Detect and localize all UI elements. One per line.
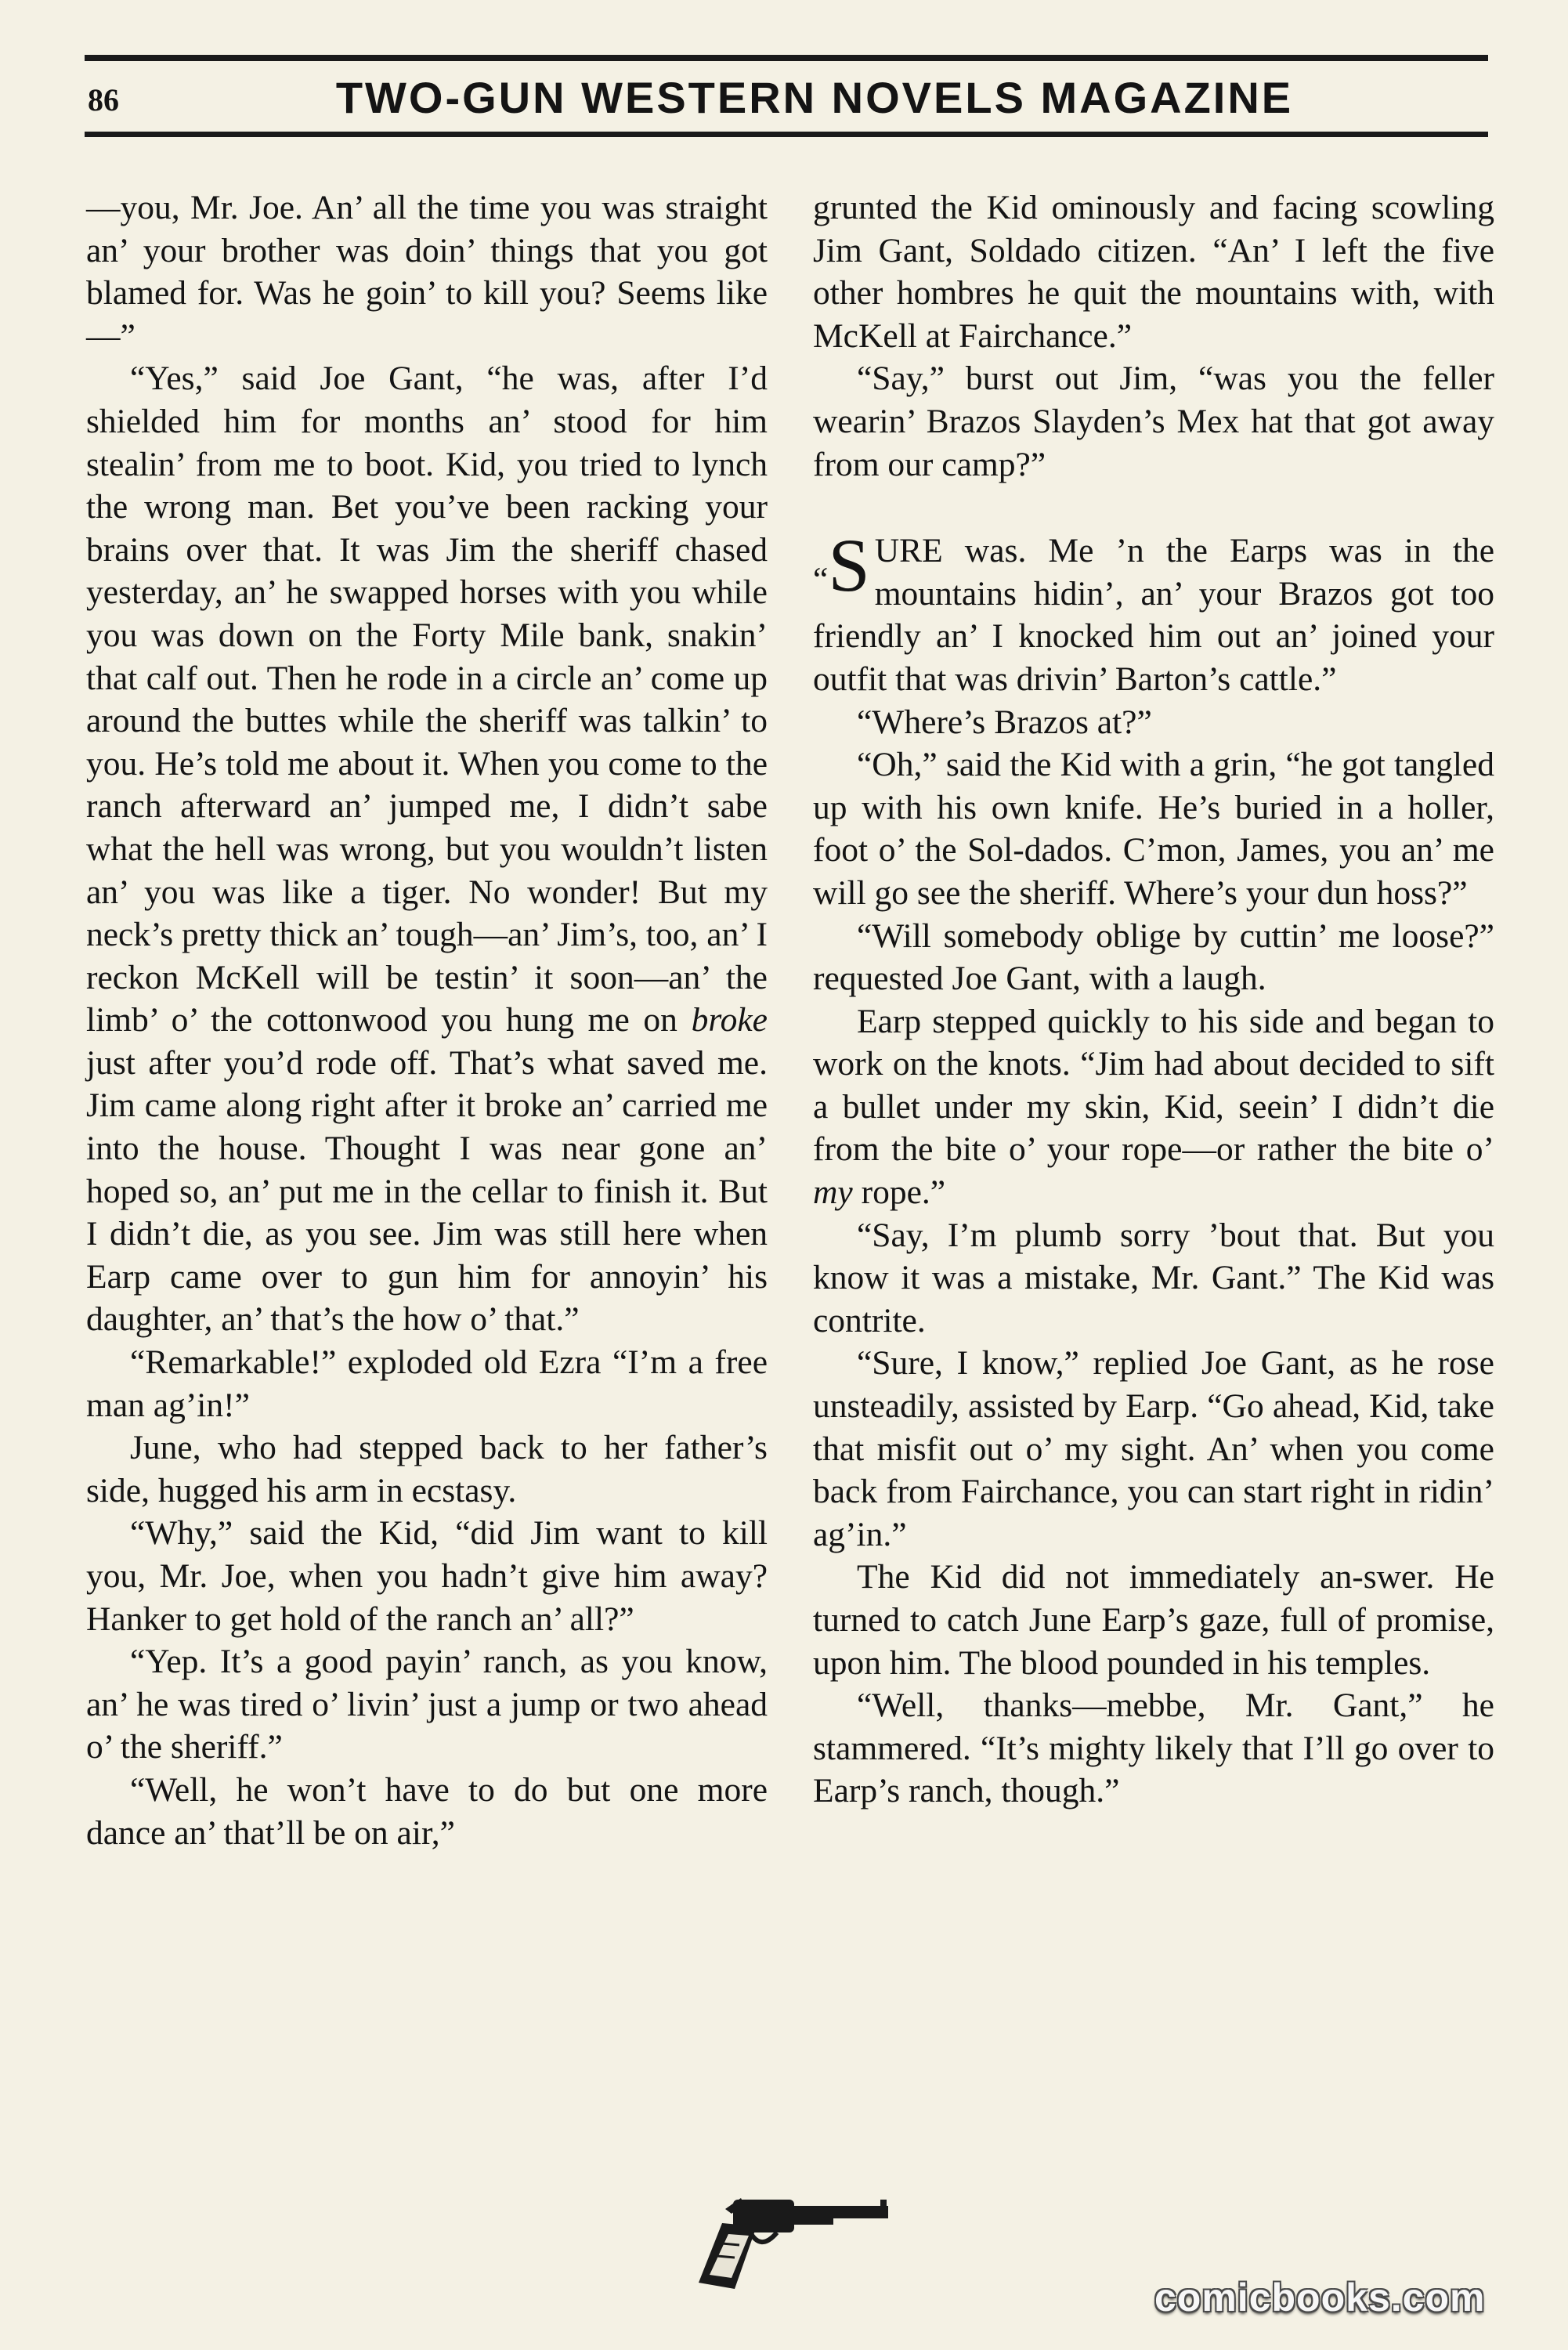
paragraph: “Say,” burst out Jim, “was you the feller wearin’ Brazos Slayden’s Mex hat that got away from our camp?” [813, 360, 1494, 483]
right-column [813, 186, 1494, 1813]
paragraph: “Well, he won’t have to do but one more dance an’ that’ll be on air,” [86, 1770, 768, 1852]
paragraph: “Remarkable!” exploded old Ezra “I’m a free man ag’in!” [86, 1343, 768, 1424]
paragraph-text: Earp stepped quickly to his side and began to work on the knots. “Jim had about decided to sift a bullet under my skin, Kid, seein’ I didn’t die from the bite o’ your rope—or rather the bite o’ [813, 1002, 1494, 1169]
drop-cap [813, 523, 870, 611]
drop-cap-letter: S [828, 523, 870, 608]
paragraph [813, 1000, 1494, 1214]
paragraph: “Where’s Brazos at?” [857, 703, 1152, 741]
paragraph-text: “Yes,” said Joe Gant, “he was, after I’d shielded him for months an’ stood for him stealin’ from me to boot. Kid, you tried to lynch the wrong man. Bet you’ve been racking your brains over that. It was Jim the sheriff chased yesterday, an’ he swapped horses with you while you was down on the Forty Mile bank, snakin’ that calf out. Then he rode in a circle an’ come up around the buttes while the sheriff was talkin’ to you. He’s told me about it. When you come to the ranch afterward an’ jumped me, I didn’t sabe what the hell was wrong, but you wouldn’t listen an’ you was like a tiger. No wonder! But my neck’s pretty thick an’ tough—an’ Jim’s, too, an’ I reckon McKell will be testin’ it soon—an’ the limb’ o’ the cottonwood you hung me on [86, 360, 768, 1039]
header-rule-top [85, 55, 1488, 61]
paragraph: “Sure, I know,” replied Joe Gant, as he rose unsteadily, assisted by Earp. “Go ahead, Kid, take that misfit out o’ my sight. An’ when you come back from Fairchance, you can start right in ridin’ ag’in.” [813, 1344, 1494, 1553]
watermark: comicbooks.com [1154, 2276, 1486, 2319]
paragraph: “Say, I’m plumb sorry ’bout that. But you know it was a mistake, Mr. Gant.” The Kid was contrite. [813, 1216, 1494, 1340]
paragraph: “Will somebody oblige by cuttin’ me loose?” requested Joe Gant, with a laugh. [813, 916, 1494, 998]
paragraph [86, 357, 768, 1341]
revolver-icon [685, 2178, 896, 2299]
header-rule-bottom [85, 132, 1488, 137]
paragraph-text: URE was. Me ’n the Earps was in the mountains hidin’, an’ your Brazos got too friendly an’ I knocked him out an’ joined your outfit that was drivin’ Barton’s cattle.” [813, 532, 1494, 698]
running-head: TWO-GUN WESTERN NOVELS MAGAZINE [335, 73, 1294, 122]
paragraph-text: rope.” [852, 1173, 946, 1212]
paragraph: grunted the Kid ominously and facing scowling Jim Gant, Soldado citizen. “An’ I left the five other hombres he quit the mountains with, with McKell at Fairchance.” [813, 189, 1494, 355]
drop-cap-quote: “ [813, 561, 829, 599]
paragraph: “Oh,” said the Kid with a grin, “he got tangled up with his own knife. He’s buried in a holler, foot o’ the Sol-dados. C’mon, James, you an’ me will go see the sheriff. Where’s your dun hoss?” [813, 746, 1494, 912]
paragraph: The Kid did not immediately an-swer. He turned to catch June Earp’s gaze, full of promise, upon him. The blood pounded in his temples. [813, 1558, 1494, 1682]
paragraph: “Yep. It’s a good payin’ ranch, as you know, an’ he was tired o’ livin’ just a jump or two ahead o’ the sheriff.” [86, 1643, 768, 1766]
italic-word: broke [691, 1001, 768, 1039]
paragraph: June, who had stepped back to her father’s side, hugged his arm in ecstasy. [86, 1429, 768, 1509]
paragraph: “Well, thanks—mebbe, Mr. Gant,” he stammered. “It’s mighty likely that I’ll go over to Earp’s ranch, though.” [813, 1687, 1494, 1810]
dropcap-paragraph [813, 523, 1494, 700]
paragraph: —you, Mr. Joe. An’ all the time you was straight an’ your brother was doin’ things that you got blamed for. Was he goin’ to kill you? Seems like—” [86, 189, 768, 355]
paragraph: “Why,” said the Kid, “did Jim want to kill you, Mr. Joe, when you hadn’t give him away? Hanker to get hold of the ranch an’ all?” [86, 1514, 768, 1638]
paragraph-text: just after you’d rode off. That’s what saved me. Jim came along right after it broke an’ carried me into the house. Thought I was near gone an’ hoped so, an’ put me in the cellar to finish it. But I didn’t die, as you see. Jim was still here when Earp came over to gun him for annoyin’ his daughter, an’ that’s the how o’ that.” [86, 1043, 768, 1339]
italic-word: my [813, 1173, 853, 1212]
page-number: 86 [88, 82, 119, 118]
left-column [86, 186, 768, 1854]
